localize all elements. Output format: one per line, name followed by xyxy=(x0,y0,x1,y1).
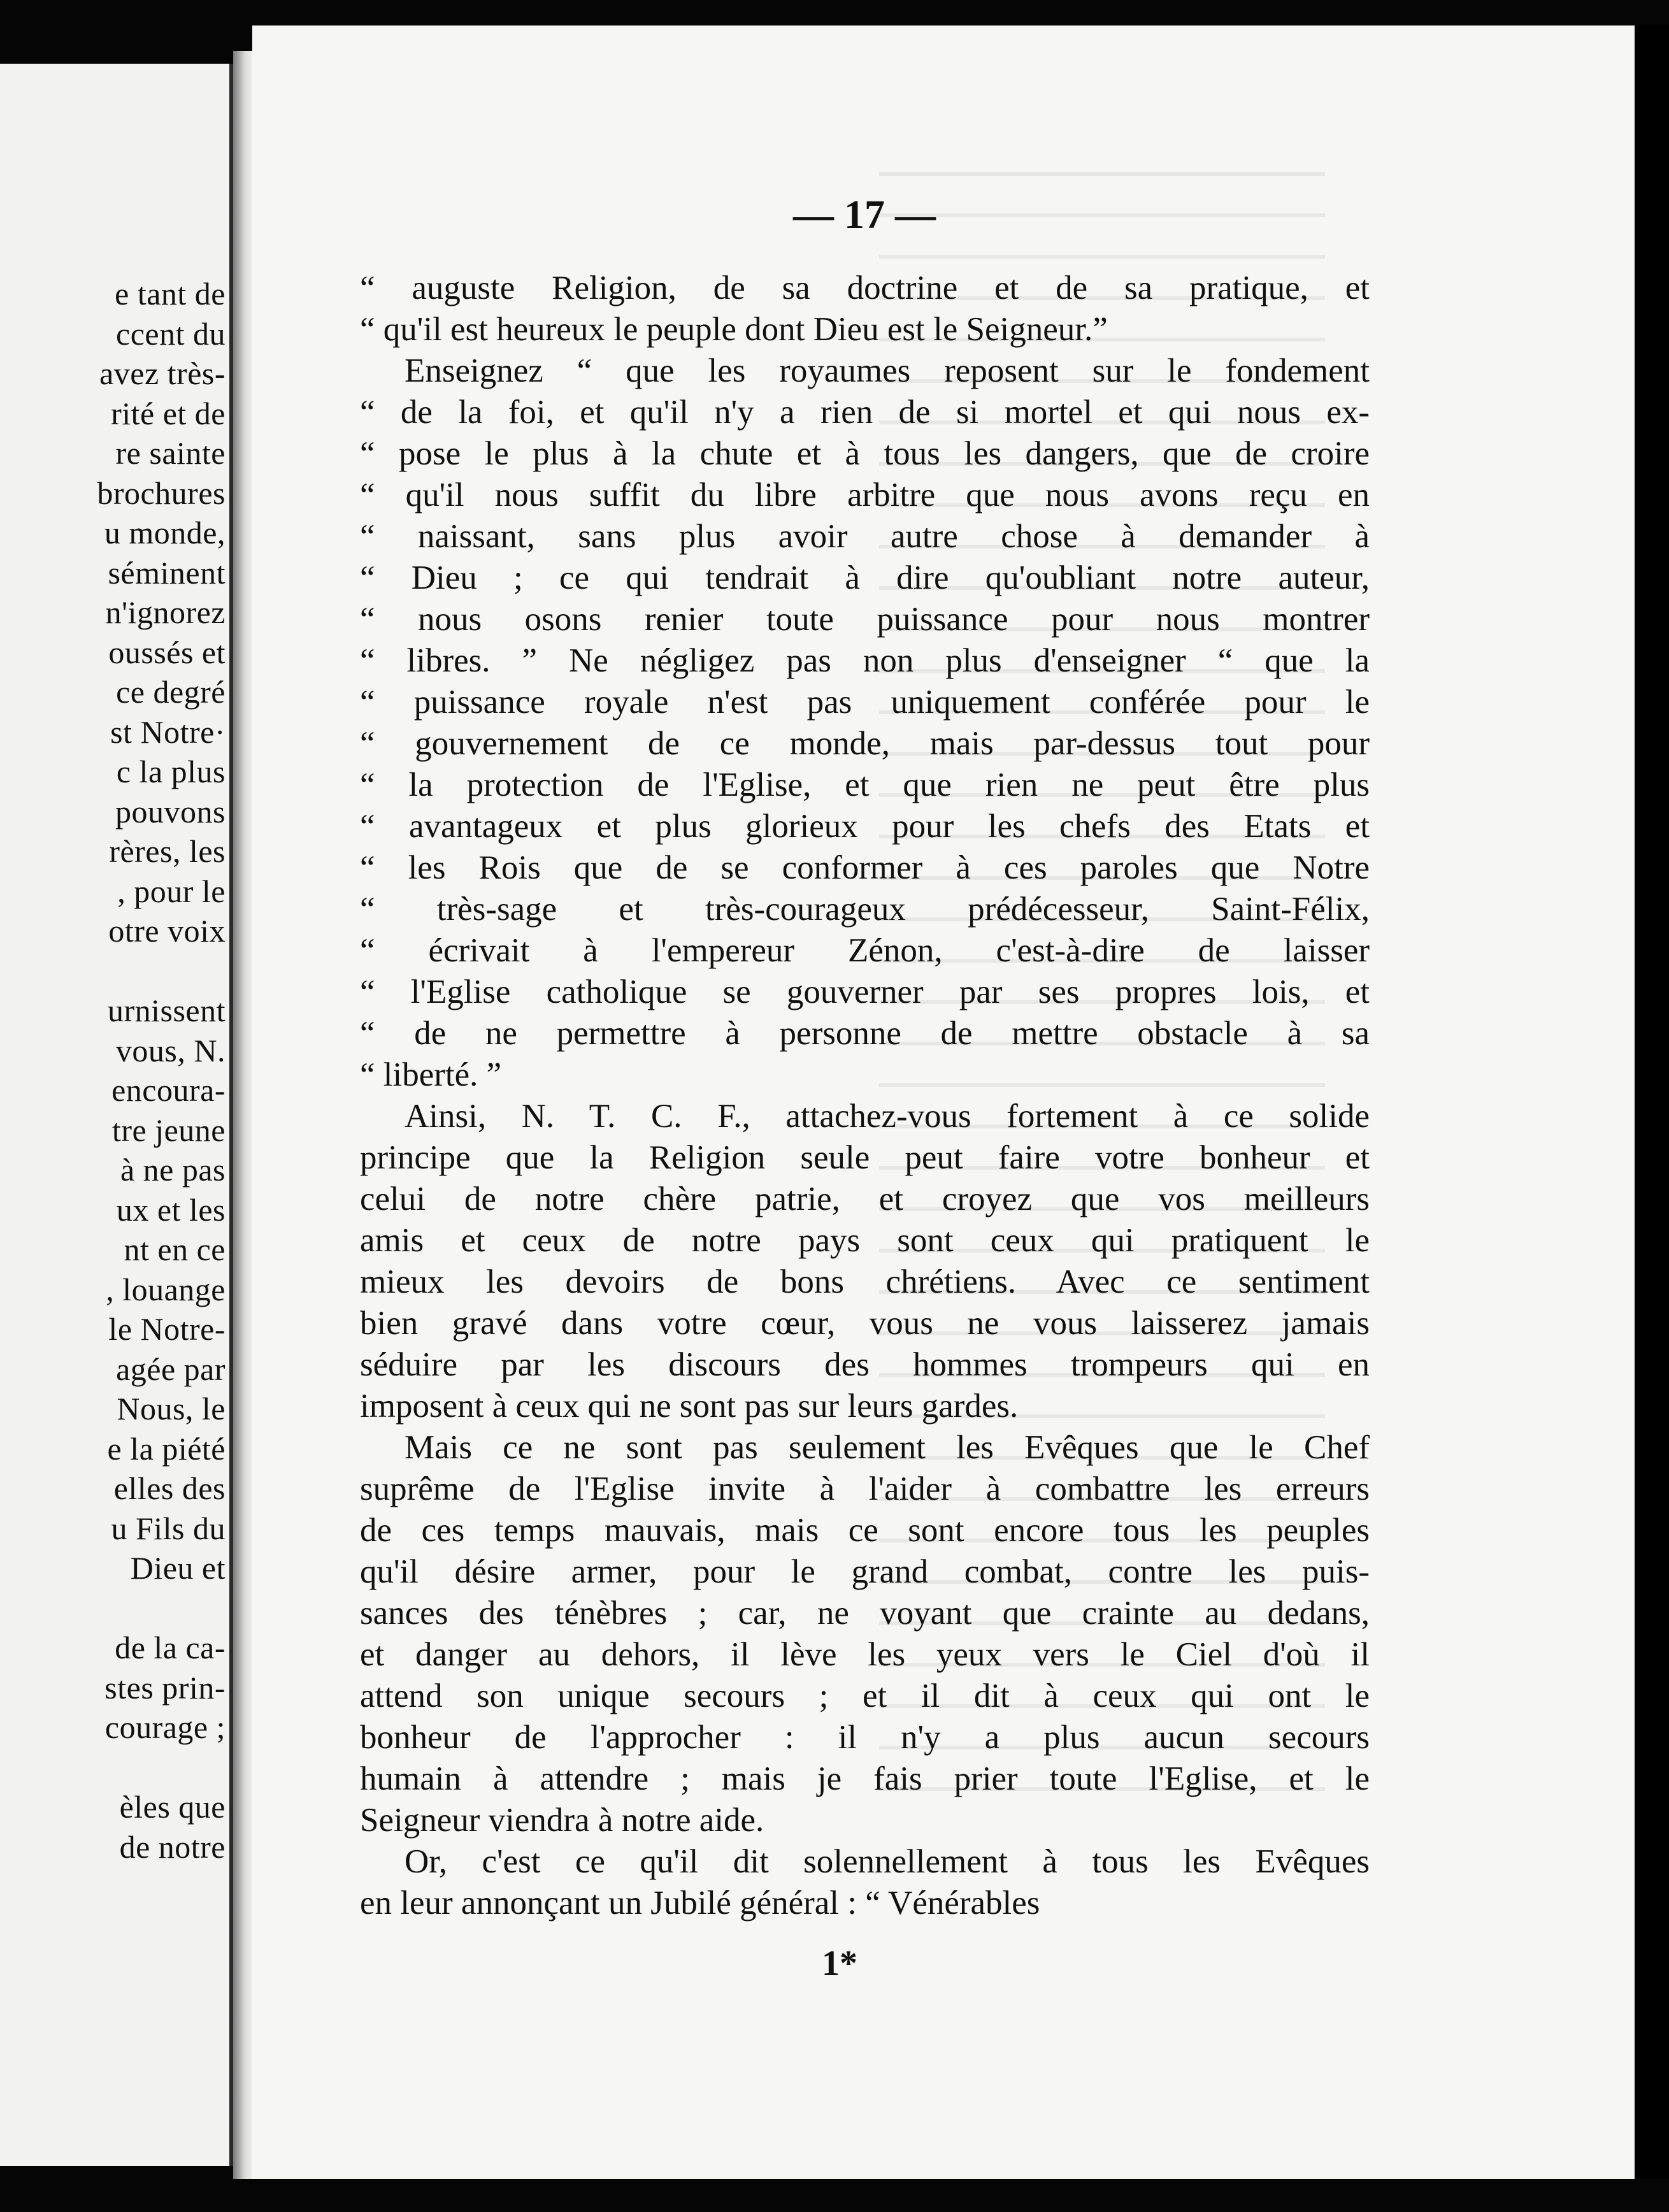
left-page-line: rères, les xyxy=(109,833,226,869)
signature-mark: 1* xyxy=(822,1944,857,1983)
book-gutter xyxy=(233,51,252,2179)
text-line: et danger au dehors, il lève les yeux vers le Ciel d'où il xyxy=(360,1636,1370,1673)
text-line: qu'il désire armer, pour le grand combat, contre les puis- xyxy=(360,1553,1370,1590)
left-page-line: , louange xyxy=(106,1271,226,1307)
text-line: en leur annonçant un Jubilé général : “ Vénérables xyxy=(360,1885,1040,1921)
left-page-line: courage ; xyxy=(104,1709,226,1745)
left-page-line: Dieu et xyxy=(130,1550,226,1586)
text-line: bonheur de l'approcher : il n'y a plus aucun secours xyxy=(360,1719,1370,1756)
text-line: “ de ne permettre à personne de mettre obstacle à sa xyxy=(360,1015,1370,1052)
text-line: séduire par les discours des hommes trompeurs qui en xyxy=(360,1346,1370,1383)
text-line: “ naissant, sans plus avoir autre chose à demander à xyxy=(360,518,1370,555)
left-page-line: rité et de xyxy=(111,395,226,431)
left-page-line: re sainte xyxy=(115,435,226,471)
left-page-line: brochures xyxy=(97,475,226,511)
text-line: “ qu'il est heureux le peuple dont Dieu est le Seigneur.” xyxy=(360,311,1108,348)
left-page-line: c la plus xyxy=(116,754,226,789)
left-page-line: le Notre- xyxy=(108,1311,226,1347)
left-page-line: e la piété xyxy=(107,1430,226,1467)
left-page-line: stes prin- xyxy=(104,1669,226,1706)
left-page-line: vous, N. xyxy=(115,1032,226,1068)
text-line: “ libres. ” Ne négligez pas non plus d'enseigner “ que la xyxy=(360,642,1370,679)
left-page-line: encoura- xyxy=(111,1072,226,1108)
left-page-line: à ne pas xyxy=(120,1152,226,1188)
text-line: “ Dieu ; ce qui tendrait à dire qu'oubliant notre auteur, xyxy=(360,559,1370,596)
text-line: “ de la foi, et qu'il n'y a rien de si mortel et qui nous ex- xyxy=(360,394,1370,431)
left-page-line: st Notre· xyxy=(110,714,226,750)
text-line: celui de notre chère patrie, et croyez que vos meilleurs xyxy=(360,1181,1370,1217)
text-line: Or, c'est ce qu'il dit solennellement à tous les Evêques xyxy=(405,1843,1370,1880)
left-page-line: ccent du xyxy=(116,315,226,352)
left-page-line: Nous, le xyxy=(117,1391,226,1426)
text-line: Mais ce ne sont pas seulement les Evêques que le Chef xyxy=(405,1429,1370,1466)
text-line: “ auguste Religion, de sa doctrine et de sa pratique, et xyxy=(360,269,1370,306)
text-line: imposent à ceux qui ne sont pas sur leurs gardes. xyxy=(360,1388,1019,1425)
text-line: “ pose le plus à la chute et à tous les dangers, que de croire xyxy=(360,435,1370,472)
left-page-line: ux et les xyxy=(116,1191,226,1228)
text-line: “ puissance royale n'est pas uniquement conférée pour le xyxy=(360,684,1370,721)
left-page-line: , pour le xyxy=(117,873,226,909)
left-page-line: n'ignorez xyxy=(105,594,226,630)
text-line: bien gravé dans votre cœur, vous ne vous laisserez jamais xyxy=(360,1305,1370,1342)
left-page-line: èles que xyxy=(119,1789,226,1825)
left-page-line: nt en ce xyxy=(124,1232,226,1267)
text-line: “ nous osons renier toute puissance pour nous montrer xyxy=(360,601,1370,638)
left-page-line: oussés et xyxy=(108,634,226,670)
left-page-line: de la ca- xyxy=(115,1630,226,1665)
left-page-fragment xyxy=(0,64,233,2166)
text-line: sances des ténèbres ; car, ne voyant que crainte au dedans, xyxy=(360,1595,1370,1632)
text-line: Enseignez “ que les royaumes reposent sur le fondement xyxy=(405,352,1370,389)
text-line: “ gouvernement de ce monde, mais par-dessus tout pour xyxy=(360,725,1370,762)
left-page-line: agée par xyxy=(116,1351,226,1387)
text-line: mieux les devoirs de bons chrétiens. Avec ce sentiment xyxy=(360,1263,1370,1300)
left-page-line: avez très- xyxy=(99,356,226,391)
text-line: amis et ceux de notre pays sont ceux qui pratiquent le xyxy=(360,1222,1370,1259)
text-line: “ liberté. ” xyxy=(360,1056,502,1093)
left-page-line: e tant de xyxy=(115,276,226,312)
text-line: “ la protection de l'Eglise, et que rien ne peut être plus xyxy=(360,766,1370,803)
left-page-line: elles des xyxy=(113,1470,226,1506)
scan-edge xyxy=(1635,25,1669,2179)
text-line: “ avantageux et plus glorieux pour les chefs des Etats et xyxy=(360,808,1370,845)
text-line: principe que la Religion seule peut faire votre bonheur et xyxy=(360,1139,1370,1176)
text-line: attend son unique secours ; et il dit à ceux qui ont le xyxy=(360,1677,1370,1714)
text-line: Ainsi, N. T. C. F., attachez-vous fortement à ce solide xyxy=(405,1098,1370,1135)
text-line: suprême de l'Eglise invite à l'aider à combattre les erreurs xyxy=(360,1470,1370,1507)
text-line: Seigneur viendra à notre aide. xyxy=(360,1802,764,1839)
left-page-line: ce degré xyxy=(116,674,226,710)
text-line: “ écrivait à l'empereur Zénon, c'est-à-dire de laisser xyxy=(360,932,1370,969)
text-line: “ l'Eglise catholique se gouverner par ses propres lois, et xyxy=(360,973,1370,1010)
text-line: “ les Rois que de se conformer à ces paroles que Notre xyxy=(360,849,1370,886)
left-page-line: u monde, xyxy=(104,515,226,550)
left-page-line: u Fils du xyxy=(111,1510,226,1546)
text-line: de ces temps mauvais, mais ce sont encore tous les peuples xyxy=(360,1512,1370,1549)
left-page-line: séminent xyxy=(108,554,226,591)
left-page-line: urnissent xyxy=(107,993,226,1028)
page-number: — 17 — xyxy=(793,192,936,237)
text-line: “ très-sage et très-courageux prédécesseur, Saint-Félix, xyxy=(360,891,1370,928)
left-page-line: otre voix xyxy=(108,913,226,949)
left-page-line: pouvons xyxy=(115,793,226,830)
text-line: “ qu'il nous suffit du libre arbitre que nous avons reçu en xyxy=(360,477,1370,514)
body-text xyxy=(360,268,1370,1924)
left-page-line: de notre xyxy=(119,1828,226,1865)
text-line: humain à attendre ; mais je fais prier toute l'Eglise, et le xyxy=(360,1760,1370,1797)
left-page-line: tre jeune xyxy=(111,1112,226,1148)
